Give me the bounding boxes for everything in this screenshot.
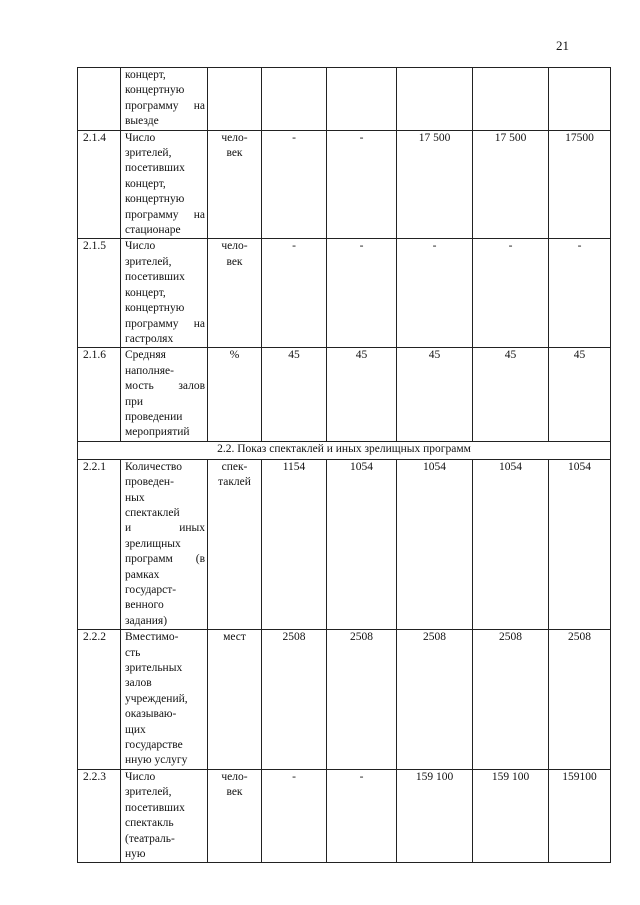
indicator-name-line: залов	[125, 677, 152, 690]
value-cell-4: 1054	[473, 459, 549, 629]
row-code: 2.1.5	[78, 239, 121, 348]
value-cell-3: 159 100	[397, 769, 473, 862]
indicator-name-line: стационаре	[125, 224, 181, 237]
unit-line: мест	[223, 631, 246, 644]
indicator-name-line: программу на	[125, 99, 205, 112]
indicator-name-line: проведен-	[125, 476, 174, 489]
indicator-name-line: нную услугу	[125, 754, 188, 767]
value-cell-3: 2508	[397, 630, 473, 770]
indicator-name	[121, 239, 208, 348]
indicator-name-line: программу на	[125, 317, 205, 330]
table-row	[78, 68, 611, 131]
indicator-name-line: зрителей,	[125, 786, 172, 799]
indicator-name-line: сть	[125, 646, 141, 659]
indicator-name-line: выезде	[125, 115, 159, 128]
value-cell-1: 2508	[262, 630, 327, 770]
indicator-name-line: концерт,	[125, 286, 166, 299]
value-cell-3: 1054	[397, 459, 473, 629]
unit-line: чело-	[221, 770, 248, 783]
indicator-name-line: мость залов	[125, 380, 205, 393]
unit-of-measure	[208, 630, 262, 770]
row-code: 2.2.1	[78, 459, 121, 629]
indicator-name	[121, 348, 208, 441]
section-header-row	[78, 441, 611, 459]
row-code: 2.1.4	[78, 130, 121, 239]
unit-of-measure	[208, 239, 262, 348]
value-cell-2	[327, 68, 397, 131]
unit-of-measure	[208, 348, 262, 441]
table-row	[78, 239, 611, 348]
indicator-name-line: учреждений,	[125, 692, 188, 705]
value-cell-5: 1054	[549, 459, 611, 629]
table-row	[78, 130, 611, 239]
value-cell-5: 2508	[549, 630, 611, 770]
value-cell-2: -	[327, 239, 397, 348]
unit-line: %	[229, 349, 240, 362]
indicator-name-line: при	[125, 395, 144, 408]
value-cell-1: -	[262, 769, 327, 862]
value-cell-4	[473, 68, 549, 131]
value-cell-5: 159100	[549, 769, 611, 862]
value-cell-2: 2508	[327, 630, 397, 770]
indicator-name-line: и иных	[125, 522, 205, 535]
row-code: 2.2.2	[78, 630, 121, 770]
unit-of-measure	[208, 769, 262, 862]
indicator-name-line: государст-	[125, 584, 177, 596]
unit-line: спек-	[221, 460, 248, 473]
value-cell-4: -	[473, 239, 549, 348]
table-row	[78, 459, 611, 629]
unit-of-measure	[208, 68, 262, 131]
table-row	[78, 348, 611, 441]
indicator-name-line: Средняя	[125, 349, 166, 362]
indicator-name-line: Число	[125, 240, 156, 253]
unit-of-measure	[208, 130, 262, 239]
indicator-name-line: концерт,	[125, 69, 166, 81]
value-cell-2: 45	[327, 348, 397, 441]
indicator-name-line: концертную	[125, 84, 185, 97]
value-cell-2: -	[327, 130, 397, 239]
value-cell-4: 159 100	[473, 769, 549, 862]
value-cell-5	[549, 68, 611, 131]
unit-line: век	[226, 255, 243, 268]
indicator-name-line: оказываю-	[125, 708, 177, 721]
row-code: 2.1.6	[78, 348, 121, 441]
value-cell-3: 17 500	[397, 130, 473, 239]
value-cell-1: -	[262, 130, 327, 239]
indicator-name-line: Число	[125, 131, 156, 144]
value-cell-3: 45	[397, 348, 473, 441]
indicator-name-line: рамках	[125, 568, 160, 581]
indicator-name-line: задания)	[125, 614, 168, 627]
value-cell-2: 1054	[327, 459, 397, 629]
indicator-name-line: зрительных	[125, 662, 183, 675]
value-cell-1	[262, 68, 327, 131]
row-code	[78, 68, 121, 131]
unit-line: чело-	[221, 240, 248, 253]
indicator-name-line: спектакль	[125, 817, 174, 830]
value-cell-3: -	[397, 239, 473, 348]
value-cell-5: -	[549, 239, 611, 348]
indicator-name-line: концертную	[125, 193, 185, 206]
value-cell-1: 1154	[262, 459, 327, 629]
indicator-name-line: государстве	[125, 739, 183, 752]
indicator-name-line: спектаклей	[125, 506, 180, 519]
value-cell-2: -	[327, 769, 397, 862]
indicator-name-line: зрителей,	[125, 147, 172, 160]
indicator-name-line: зрелищных	[125, 537, 181, 550]
indicator-name-line: посетивших	[125, 271, 185, 284]
unit-line: век	[226, 147, 243, 160]
value-cell-3	[397, 68, 473, 131]
indicator-name	[121, 459, 208, 629]
value-cell-4: 45	[473, 348, 549, 441]
indicator-name-line: программ (в	[125, 553, 205, 566]
unit-line: таклей	[218, 476, 251, 489]
value-cell-1: -	[262, 239, 327, 348]
indicator-name-line: посетивших	[125, 801, 185, 814]
indicator-name-line: Количество	[125, 460, 182, 473]
page-number: 21	[556, 38, 569, 53]
indicator-name	[121, 68, 208, 131]
section-title: 2.2. Показ спектаклей и иных зрелищных программ	[78, 441, 611, 459]
indicator-name-line: наполняе-	[125, 364, 174, 377]
indicator-name-line: Число	[125, 770, 156, 783]
value-cell-5: 45	[549, 348, 611, 441]
indicator-name-line: мероприятий	[125, 426, 190, 439]
indicator-name-line: программу на	[125, 208, 205, 221]
indicators-table	[77, 67, 611, 863]
indicator-name-line: ную	[125, 847, 146, 860]
value-cell-5: 17500	[549, 130, 611, 239]
unit-of-measure	[208, 459, 262, 629]
value-cell-4: 2508	[473, 630, 549, 770]
indicator-name-line: гастролях	[125, 332, 174, 345]
indicator-name-line: концерт,	[125, 177, 166, 190]
indicator-name-line: концертную	[125, 302, 185, 315]
unit-line: чело-	[221, 131, 248, 144]
indicator-name-line: посетивших	[125, 162, 185, 175]
value-cell-4: 17 500	[473, 130, 549, 239]
indicator-name	[121, 130, 208, 239]
value-cell-1: 45	[262, 348, 327, 441]
indicator-name	[121, 630, 208, 770]
indicator-name-line: венного	[125, 599, 164, 612]
indicator-name-line: проведении	[125, 410, 183, 423]
indicator-name-line: (театраль-	[125, 832, 175, 845]
table-row	[78, 769, 611, 862]
indicator-name-line: Вместимо-	[125, 631, 179, 644]
indicator-name-line: щих	[125, 723, 146, 736]
indicator-name-line: ных	[125, 491, 145, 504]
table-row	[78, 630, 611, 770]
indicator-name-line: зрителей,	[125, 255, 172, 268]
unit-line: век	[226, 786, 243, 799]
indicator-name	[121, 769, 208, 862]
row-code: 2.2.3	[78, 769, 121, 862]
